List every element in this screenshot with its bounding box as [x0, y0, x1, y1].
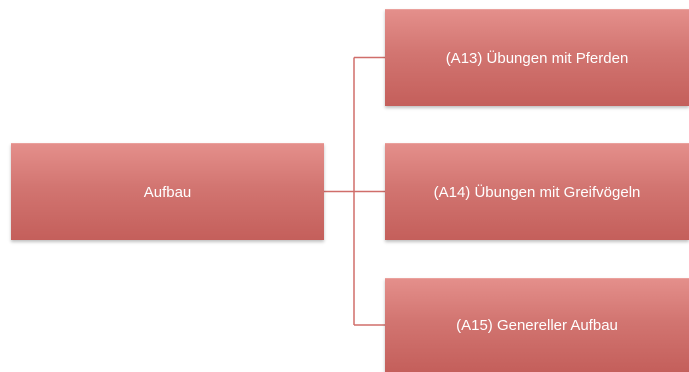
- child-node-a14-label: (A14) Übungen mit Greifvögeln: [433, 183, 641, 201]
- child-node-a13-label: (A13) Übungen mit Pferden: [445, 49, 629, 67]
- child-node-a15: [385, 278, 689, 372]
- root-node-label: Aufbau: [143, 183, 192, 201]
- root-node: [11, 143, 324, 240]
- child-node-a15-label: (A15) Genereller Aufbau: [456, 317, 618, 334]
- child-node-a13: [385, 9, 689, 106]
- child-node-a14: [385, 143, 689, 240]
